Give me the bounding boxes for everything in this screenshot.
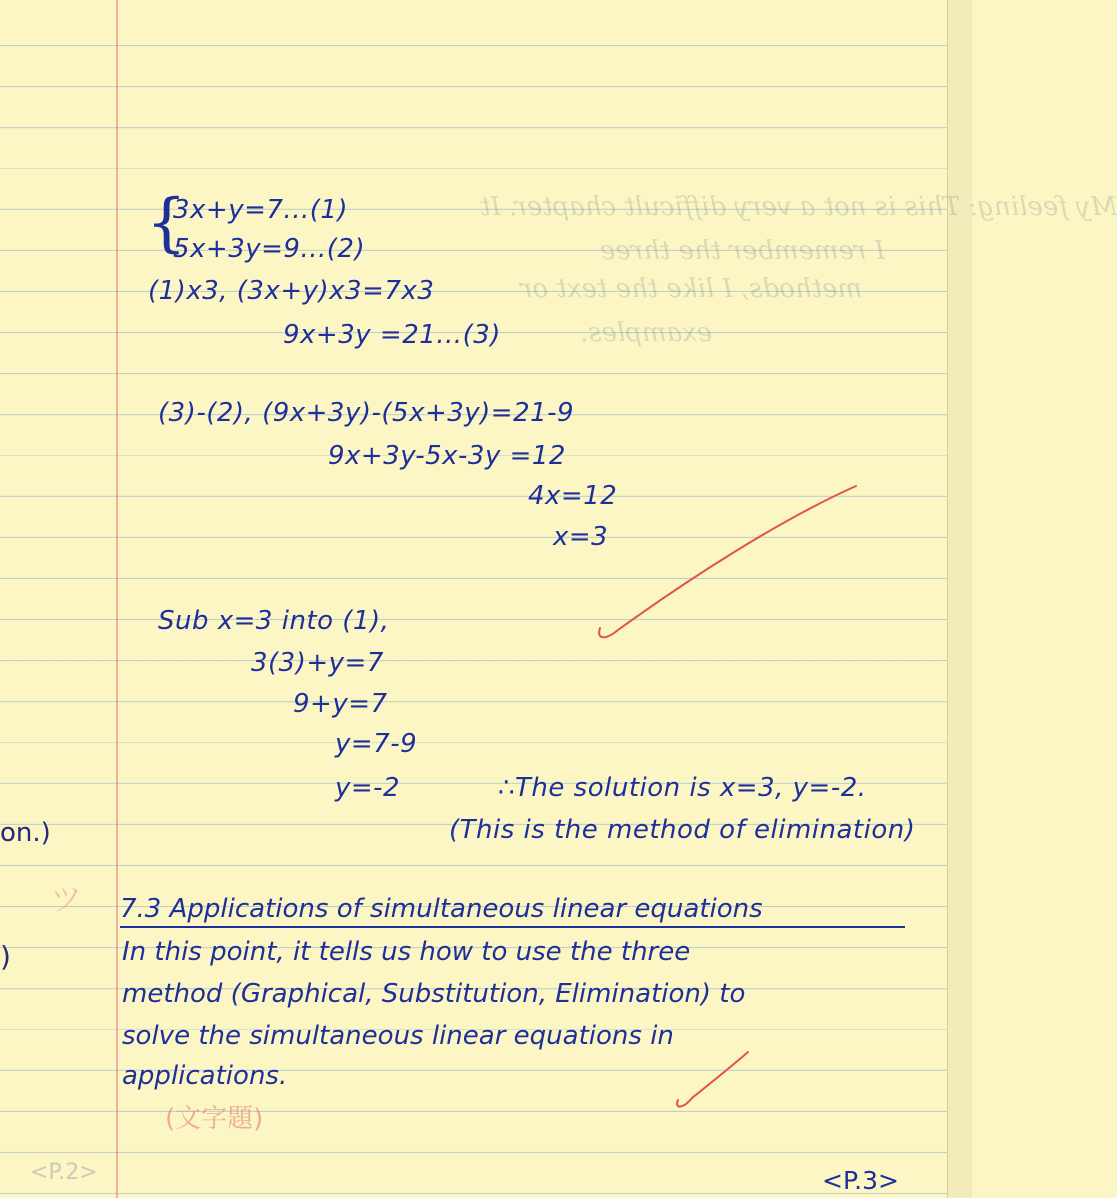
check-mark bbox=[677, 1052, 748, 1107]
bleed-through-line: examples. bbox=[580, 318, 713, 348]
substitution-step: 3(3)+y=7 bbox=[251, 648, 384, 678]
page-number: <P.3> bbox=[822, 1166, 899, 1195]
substitution-line: Sub x=3 into (1), bbox=[158, 606, 390, 636]
bleed-through-line: My feeling: This is not a very difficult chapter. It bbox=[480, 192, 1117, 222]
substitution-step: 9+y=7 bbox=[293, 689, 388, 719]
subtract-step: (3)-(2), (9x+3y)-(5x+3y)=21-9 bbox=[158, 398, 575, 428]
multiply-step: (1)x3, (3x+y)x3=7x3 bbox=[148, 276, 435, 306]
bleed-through-line: I remember the three bbox=[600, 236, 886, 266]
margin-fragment: ) bbox=[0, 940, 11, 973]
solution-statement: ∴The solution is x=3, y=-2. bbox=[498, 773, 867, 803]
substitution-step: y=7-9 bbox=[335, 729, 418, 759]
x-result: x=3 bbox=[553, 522, 609, 552]
solve-x-step: 4x=12 bbox=[528, 481, 618, 511]
section-heading: 7.3 Applications of simultaneous linear equations bbox=[120, 894, 763, 924]
equation-1: 3x+y=7...(1) bbox=[173, 195, 349, 225]
margin-fragment: on.) bbox=[0, 818, 51, 848]
section-text-line: applications. bbox=[122, 1061, 288, 1091]
section-text-line: solve the simultaneous linear equations in bbox=[122, 1021, 674, 1051]
equation-2: 5x+3y=9...(2) bbox=[173, 234, 366, 264]
bleed-through-line: methods, I like the text or bbox=[520, 274, 863, 304]
section-text-line: method (Graphical, Substitution, Elimination) to bbox=[122, 979, 746, 1009]
equation-3: 9x+3y =21...(3) bbox=[283, 320, 501, 350]
method-note: (This is the method of elimination) bbox=[449, 815, 916, 845]
check-mark bbox=[599, 486, 856, 637]
system-brace: { bbox=[146, 186, 187, 260]
y-result: y=-2 bbox=[335, 773, 401, 803]
smiley-face: ツ bbox=[50, 880, 83, 918]
simplify-step: 9x+3y-5x-3y =12 bbox=[328, 441, 566, 471]
chinese-stamp: (文字題) bbox=[165, 1104, 264, 1134]
section-text-line: In this point, it tells us how to use the three bbox=[122, 937, 691, 967]
bleed-page-number: <P.2> bbox=[30, 1160, 98, 1185]
